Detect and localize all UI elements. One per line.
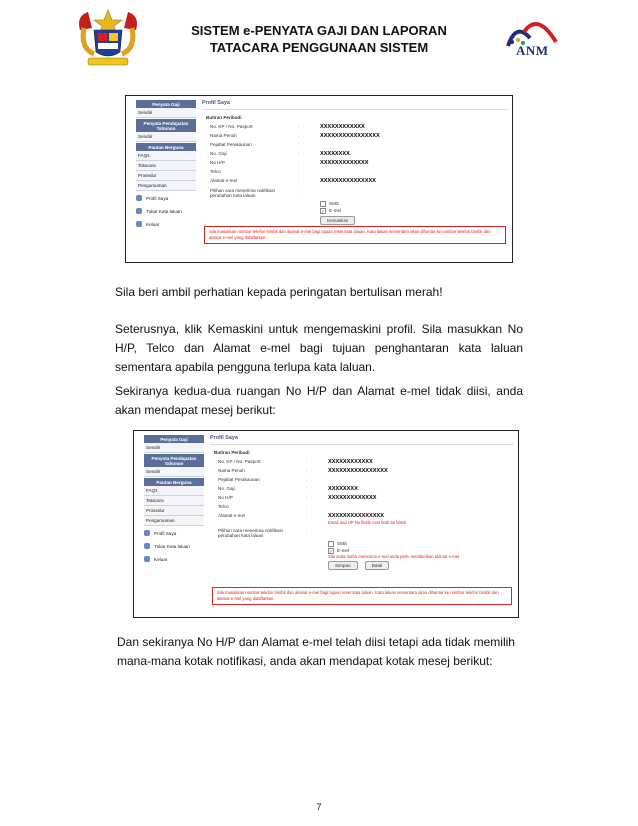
sidebar-item-label: Tukar Kata laluan [146,208,182,214]
error-notifikasi: Sila anda mahu menerima e-mel anda perlu memberikan alamat e-mel [328,554,460,559]
form-row-nama: Nama Penuh : XXXXXXXXXXXXXXXX [210,132,380,139]
sidebar-header-pautan: Pautan Berguna [136,143,196,151]
sms-checkbox[interactable]: SMS [328,540,514,547]
warning-note: Sila beri ambil perhatian kepada peringatan bertulisan merah! [115,285,443,299]
sidebar-item-label: Tukar Kata laluan [154,543,190,549]
kp-value: XXXXXXXXXXXX [328,458,373,465]
paragraph-kemaskini: Seterusnya, klik Kemaskini untuk mengemaskini profil. Sila masukkan No H/P, Telco dan Alamat e-mel bagi tujuan penghantaran kata laluan sementara apabila pengguna terlupa kata laluan. [115,322,523,374]
email-checkbox[interactable]: ✓ E-mel [329,548,349,554]
nama-value: XXXXXXXXXXXXXXXX [320,132,380,139]
form-row-kp: No. KP / No. Pasport : XXXXXXXXXXXX [218,458,373,465]
sidebar-header-penyata-gaji[interactable]: Penyata Gaji [136,100,196,108]
page-title: Profil Saya [210,433,514,445]
form-row-gaji: No. Gaji : XXXXXXXX [218,485,358,492]
section-title: Butiran Peribadi [206,115,242,120]
email-checkbox[interactable]: ✓ E-mel [321,208,341,214]
email-field[interactable]: XXXXXXXXXXXXXXX [320,177,376,184]
sidebar-item-label: Profil Saya [146,195,169,201]
sidebar-item-profil-saya[interactable] [136,191,196,204]
user-icon [136,195,142,201]
anm-logo [500,12,564,68]
error-hp-email: Email and HP No fields cant both be blank [328,520,407,525]
sidebar-item-label: Keluar [146,221,160,227]
sidebar-item-sendiri[interactable]: Sendiri [136,108,196,118]
sidebar-item-pengumuman[interactable]: Pengumuman [144,516,204,526]
anm-logo-text: ANM [516,43,549,58]
header-title-line1: SISTEM e-PENYATA GAJI DAN LAPORAN [191,23,447,38]
form-row-telco: Telco : [210,169,300,174]
sidebar-item-profil-saya[interactable] [144,526,204,539]
page-title: Profil Saya [202,98,508,110]
logout-icon [136,221,142,227]
form-row-hp: No H/P : XXXXXXXXXXXXX [218,494,377,501]
malaysia-crest-logo [74,8,142,68]
paragraph-kedua-ruangan: Sekiranya kedua-dua ruangan No H/P dan Alamat e-mel tidak diisi, anda akan mendapat mesej berikut: [115,384,523,417]
sidebar-item-tukar-kata-laluan[interactable] [136,204,196,217]
kp-value: XXXXXXXXXXXX [320,123,365,130]
section-title: Butiran Peribadi [214,450,250,455]
kemaskini-button[interactable]: Kemaskini [320,216,355,225]
simpan-button[interactable]: Simpan [328,561,358,570]
sidebar-item-faqs[interactable]: FAQs [136,151,196,161]
header-title-line2: TATACARA PENGGUNAAN SISTEM [209,40,429,55]
page-number: 7 [316,802,322,812]
sidebar-item-sendiri[interactable]: Sendiri [136,132,196,142]
form-row-notifikasi: Pilihan cara menerima notifikasi perubahan kata laluan : [210,187,300,198]
sidebar-item-prosedur[interactable]: Prosedur [144,506,204,516]
form-row-hp: No H/P : XXXXXXXXXXXXX [210,159,369,166]
document-header-title [150,22,488,56]
sidebar-item-tukar-kata-laluan[interactable] [144,539,204,552]
sidebar-item-prosedur[interactable]: Prosedur [136,171,196,181]
sidebar-item-sendiri[interactable]: Sendiri [144,467,204,477]
warning-message: Sila masukkan nombor telefon bimbit dan alamat e-mel bagi tujuan reset kata laluan. Kata laluan sementara akan dihantar ke nombor telefon bimbit dan alamat e-mel yang didaftarkan. [212,587,512,605]
sms-checkbox[interactable]: SMS [320,200,508,207]
user-icon [144,530,150,536]
form-row-telco: Telco : [218,504,308,509]
sidebar [144,434,204,565]
sidebar-item-sendiri[interactable]: Sendiri [144,443,204,453]
key-icon [136,208,142,214]
paragraph-notifikasi: Dan sekiranya No H/P dan Alamat e-mel telah diisi tetapi ada tidak memilih mana-mana kotak notifikasi, anda akan mendapat kotak mesej berikut: [117,635,515,668]
sidebar [136,99,196,230]
sidebar-header-penyata-pendapatan[interactable]: Penyata Pendapatan Tahunan [144,454,204,467]
batal-button[interactable]: Batal [365,561,389,570]
gaji-value: XXXXXXXX [328,485,358,492]
sidebar-item-label: Profil Saya [154,530,177,536]
form-row-pejabat: Pejabat Perakaunan : [210,142,300,147]
form-row-emel: Alamat e-mel : XXXXXXXXXXXXXXX [210,177,376,184]
sidebar-header-penyata-gaji[interactable]: Penyata Gaji [144,435,204,443]
form-row-gaji: No. Gaji : XXXXXXXX [210,150,350,157]
sidebar-item-keluar[interactable] [144,552,204,565]
hp-field[interactable]: XXXXXXXXXXXXX [328,494,377,501]
sidebar-item-faqs[interactable]: FAQs [144,486,204,496]
sidebar-item-pengumuman[interactable]: Pengumuman [136,181,196,191]
warning-message: Sila masukkan nombor telefon bimbit dan alamat e-mel bagi tujuan reset kata laluan. Kata laluan sementara akan dihantar ke nombor telefon bimbit dan alamat e-mel yang didaftarkan. [204,226,506,244]
profile-form [210,433,514,613]
form-row-emel: Alamat e-mel : XXXXXXXXXXXXXXX [218,512,384,519]
sidebar-header-penyata-pendapatan[interactable]: Penyata Pendapatan Tahunan [136,119,196,132]
profile-screenshot-1 [125,95,513,263]
form-row-notifikasi: Pilihan cara menerima notifikasi perubahan kata laluan : [218,527,308,538]
email-field[interactable]: XXXXXXXXXXXXXXX [328,512,384,519]
form-row-kp: No. KP / No. Pasport : XXXXXXXXXXXX [210,123,365,130]
profile-form [202,98,508,258]
sidebar-item-tatacara[interactable]: Tatacara [136,161,196,171]
form-row-nama: Nama Penuh : XXXXXXXXXXXXXXXX [218,467,388,474]
form-row-pejabat: Pejabat Perakaunan : [218,477,308,482]
logout-icon [144,556,150,562]
hp-field[interactable]: XXXXXXXXXXXXX [320,159,369,166]
sidebar-header-pautan: Pautan Berguna [144,478,204,486]
gaji-value: XXXXXXXX [320,150,350,157]
nama-value: XXXXXXXXXXXXXXXX [328,467,388,474]
profile-screenshot-2 [133,430,519,618]
key-icon [144,543,150,549]
sidebar-item-label: Keluar [154,556,168,562]
sidebar-item-tatacara[interactable]: Tatacara [144,496,204,506]
sidebar-item-keluar[interactable] [136,217,196,230]
